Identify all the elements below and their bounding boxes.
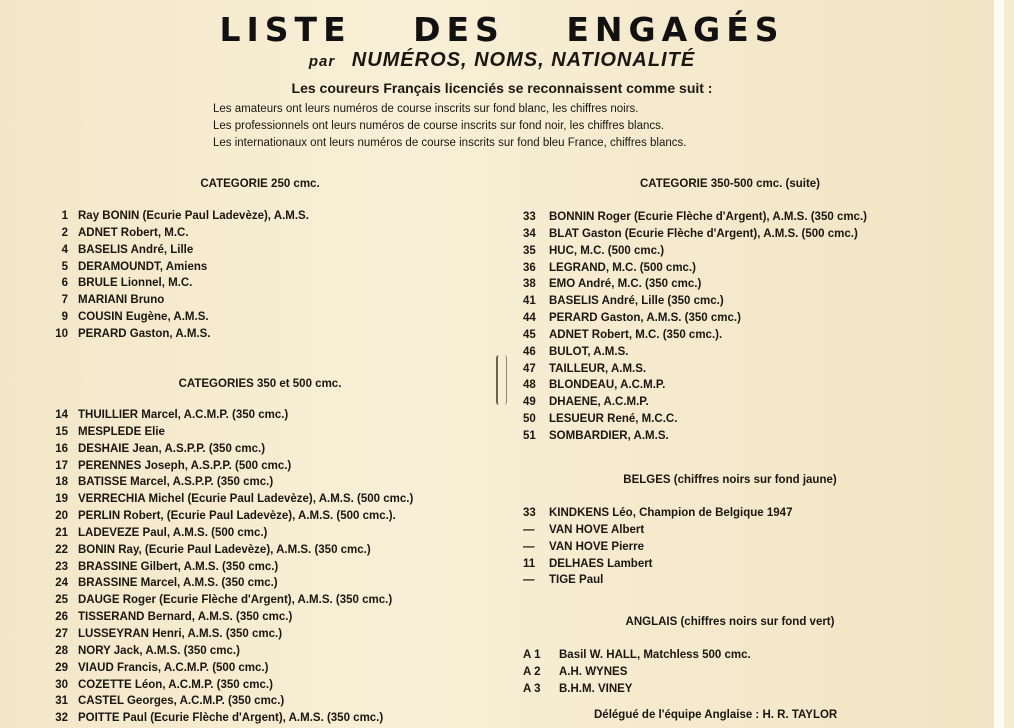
entrant-name: Ray BONIN (Ecurie Paul Ladevèze), A.M.S. [78, 210, 309, 222]
entrant-row [523, 310, 867, 327]
race-number: 38 [523, 278, 536, 291]
entrant-row [40, 275, 309, 292]
entrant-row [40, 626, 413, 643]
entrant-row [40, 643, 413, 660]
entrant-row [40, 208, 309, 225]
entrant-name: A.H. WYNES [559, 665, 628, 678]
race-number: 45 [523, 328, 536, 341]
entrant-name: ADNET Robert, M.C. [78, 226, 189, 239]
entrant-row [40, 424, 413, 441]
entrant-row [523, 276, 867, 293]
entrant-name: COUSIN Eugène, A.M.S. [78, 311, 209, 324]
race-number: 24 [55, 577, 68, 590]
entrant-row [40, 609, 413, 626]
entrant-row [40, 575, 413, 592]
entrant-row [523, 572, 792, 589]
entrant-row [40, 559, 413, 576]
entrant-name: PERARD Gaston, A.M.S. (350 cmc.) [549, 312, 741, 325]
entrant-name: BRASSINE Gilbert, A.M.S. (350 cmc.) [78, 560, 279, 573]
entrant-name: MESPLEDE Elie [78, 425, 165, 438]
entrant-name: BONNIN Roger (Ecurie Flèche d'Argent), A.M.S. (350 cmc.) [549, 211, 867, 223]
race-number: 29 [55, 661, 68, 674]
race-number: 33 [523, 211, 536, 223]
entrant-name: BONIN Ray, (Ecurie Paul Ladevèze), A.M.S. (350 cmc.) [78, 543, 371, 556]
entrant-name: SOMBARDIER, A.M.S. [549, 429, 669, 442]
race-number: — [523, 540, 535, 553]
race-number: 2 [61, 226, 68, 239]
entrant-name: LUSSEYRAN Henri, A.M.S. (350 cmc.) [78, 627, 283, 640]
entrant-row [523, 394, 867, 411]
race-number: 36 [523, 261, 536, 274]
rule-line: Les amateurs ont leurs numéros de course inscrits sur fond blanc, les chiffres noirs. [213, 103, 639, 115]
entrant-name: TAILLEUR, A.M.S. [549, 362, 647, 375]
entrant-name: B.H.M. VINEY [559, 682, 633, 695]
entrant-row [523, 209, 867, 226]
page-title [0, 10, 1004, 49]
entrant-name: TIGE Paul [549, 574, 604, 587]
race-number: 5 [61, 260, 68, 273]
title-word: ENGAGÉS [566, 10, 785, 49]
entrant-name: HUC, M.C. (500 cmc.) [549, 244, 665, 257]
entrant-row [40, 660, 413, 677]
entrant-name: VAN HOVE Albert [549, 523, 645, 536]
entrant-row [40, 292, 309, 309]
entrant-row [40, 542, 413, 559]
entrant-name: BLAT Gaston (Ecurie Flèche d'Argent), A.M.S. (500 cmc.) [549, 227, 858, 240]
rule-line: Les internationaux ont leurs numéros de course inscrits sur fond bleu France, chiffres blancs. [213, 137, 687, 149]
entrant-name: BASELIS André, Lille (350 cmc.) [549, 295, 724, 308]
list-anglais [523, 647, 751, 698]
race-number: A 3 [523, 682, 541, 695]
heading-cat250: CATEGORIE 250 cmc. [200, 178, 320, 190]
race-number: 11 [523, 557, 536, 570]
entrant-name: PERLIN Robert, (Ecurie Paul Ladevèze), A.M.S. (500 cmc.). [78, 510, 396, 523]
entrant-name: EMO André, M.C. (350 cmc.) [549, 278, 702, 291]
entrant-row [523, 556, 792, 573]
race-number: — [523, 523, 535, 536]
race-number: A 2 [523, 665, 541, 678]
heading-cat350-500: CATEGORIES 350 et 500 cmc. [178, 378, 342, 390]
entrant-name: LEGRAND, M.C. (500 cmc.) [549, 261, 696, 274]
entrant-row [523, 647, 751, 664]
race-number: 10 [55, 327, 68, 340]
entrant-name: CASTEL Georges, A.C.M.P. (350 cmc.) [78, 695, 285, 708]
heading-belges: BELGES (chiffres noirs sur fond jaune) [623, 474, 837, 486]
race-number: 28 [55, 644, 68, 657]
entrant-name: BULOT, A.M.S. [549, 345, 629, 358]
heading-cat350-500-suite: CATEGORIE 350-500 cmc. (suite) [639, 178, 820, 190]
race-number: 50 [523, 413, 536, 426]
entrant-row [40, 242, 309, 259]
entrant-name: DHAENE, A.C.M.P. [549, 396, 649, 409]
entrant-name: THUILLIER Marcel, A.C.M.P. (350 cmc.) [78, 409, 289, 421]
heading-anglais: ANGLAIS (chiffres noirs sur fond vert) [625, 616, 835, 628]
title-word: LISTE [219, 10, 352, 49]
race-number: 26 [55, 611, 68, 624]
entrant-name: BLONDEAU, A.C.M.P. [549, 379, 666, 392]
race-number: 27 [55, 627, 68, 640]
race-number: 51 [523, 429, 536, 442]
entrant-row [523, 428, 867, 445]
entrant-row [523, 260, 867, 277]
race-number: — [523, 574, 535, 587]
title-word: DES [413, 10, 505, 49]
entrant-row [523, 344, 867, 361]
entrant-row [523, 293, 867, 310]
entrant-row [40, 309, 309, 326]
race-number: 15 [55, 425, 68, 438]
entrant-row [523, 505, 792, 522]
race-number: 6 [61, 277, 68, 290]
entrant-name: VAN HOVE Pierre [549, 540, 645, 553]
race-number: 21 [55, 526, 68, 539]
entrant-row [523, 664, 751, 681]
race-number: 47 [523, 362, 536, 375]
race-number: 41 [523, 295, 536, 308]
entrant-name: BATISSE Marcel, A.S.P.P. (350 cmc.) [78, 476, 274, 489]
entrant-row [40, 677, 413, 694]
list-belges [523, 505, 792, 589]
entrant-row [40, 225, 309, 242]
race-number: 44 [523, 312, 536, 325]
race-number: 7 [61, 294, 68, 307]
subtitle-prefix: par [308, 53, 336, 70]
entrant-row [40, 491, 413, 508]
race-number: 35 [523, 244, 536, 257]
entrant-row [40, 326, 309, 343]
race-number: 23 [55, 560, 68, 573]
entrant-name: DAUGE Roger (Ecurie Flèche d'Argent), A.M.S. (350 cmc.) [78, 594, 393, 607]
entrant-row [40, 710, 413, 727]
entrant-name: COZETTE Léon, A.C.M.P. (350 cmc.) [78, 678, 273, 691]
entrant-row [40, 474, 413, 491]
race-number: 14 [55, 409, 68, 421]
subtitle-text: NUMÉROS, NOMS, NATIONALITÉ [351, 49, 696, 71]
entrant-row [40, 458, 413, 475]
entrant-name: VERRECHIA Michel (Ecurie Paul Ladevèze), A.M.S. (500 cmc.) [78, 493, 414, 506]
entrant-name: DELHAES Lambert [549, 557, 653, 570]
entrant-row [523, 539, 792, 556]
entrant-row [523, 361, 867, 378]
race-number: 4 [61, 243, 68, 256]
entrant-row [40, 441, 413, 458]
race-number: 19 [55, 493, 68, 506]
race-number: 46 [523, 345, 536, 358]
list-cat250 [40, 208, 309, 343]
entrant-name: PERENNES Joseph, A.S.P.P. (500 cmc.) [78, 459, 292, 472]
entrant-row [40, 508, 413, 525]
entrant-name: BRULE Lionnel, M.C. [78, 277, 193, 290]
race-number: 1 [61, 210, 68, 222]
race-number: 16 [55, 442, 68, 455]
entrant-row [523, 327, 867, 344]
race-number: 34 [523, 227, 536, 240]
entrant-name: BASELIS André, Lille [78, 243, 194, 256]
race-number: 48 [523, 379, 536, 392]
entrant-name: KINDKENS Léo, Champion de Belgique 1947 [549, 507, 793, 519]
lead-text: Les coureurs Français licenciés se reconnaissent comme suit : [291, 80, 713, 96]
race-number: 18 [55, 476, 68, 489]
list-cat350-500 [40, 407, 413, 727]
entrant-row [523, 377, 867, 394]
delegue-text: Délégué de l'équipe Anglaise : H. R. TAYLOR [594, 709, 838, 721]
race-number: 17 [55, 459, 68, 472]
entrant-name: PERARD Gaston, A.M.S. [78, 327, 211, 340]
entrant-name: NORY Jack, A.M.S. (350 cmc.) [78, 644, 240, 657]
rule-line: Les professionnels ont leurs numéros de course inscrits sur fond noir, les chiffres blancs. [213, 120, 665, 132]
race-number: A 1 [523, 649, 541, 661]
page-subtitle [0, 49, 1004, 72]
entrant-row [40, 259, 309, 276]
race-number: 30 [55, 678, 68, 691]
entrant-name: BRASSINE Marcel, A.M.S. (350 cmc.) [78, 577, 278, 590]
race-number: 33 [523, 507, 536, 519]
race-number: 32 [55, 712, 68, 725]
page-edge [994, 0, 1004, 728]
entrant-name: POITTE Paul (Ecurie Flèche d'Argent), A.M.S. (350 cmc.) [78, 712, 384, 725]
entrant-name: Basil W. HALL, Matchless 500 cmc. [559, 649, 751, 661]
entrant-name: LADEVEZE Paul, A.M.S. (500 cmc.) [78, 526, 268, 539]
race-number: 20 [55, 510, 68, 523]
entrant-row [523, 522, 792, 539]
race-number: 9 [61, 311, 68, 324]
race-number: 25 [55, 594, 68, 607]
race-number: 22 [55, 543, 68, 556]
entrant-row [523, 411, 867, 428]
list-cat350-500-suite [523, 209, 867, 445]
entrant-name: TISSERAND Bernard, A.M.S. (350 cmc.) [78, 611, 293, 624]
race-number: 49 [523, 396, 536, 409]
entrant-name: ADNET Robert, M.C. (350 cmc.). [549, 328, 723, 341]
race-number: 31 [55, 695, 68, 708]
binding-staple [496, 355, 507, 405]
entrant-name: MARIANI Bruno [78, 294, 165, 307]
entrant-row [523, 681, 751, 698]
entrant-name: VIAUD Francis, A.C.M.P. (500 cmc.) [78, 661, 269, 674]
entrant-row [40, 693, 413, 710]
license-rules [213, 101, 686, 152]
entrant-name: DERAMOUNDT, Amiens [78, 260, 208, 273]
entrant-row [40, 407, 413, 424]
entrant-name: LESUEUR René, M.C.C. [549, 413, 678, 426]
entrant-row [523, 243, 867, 260]
entrant-row [523, 226, 867, 243]
entrant-name: DESHAIE Jean, A.S.P.P. (350 cmc.) [78, 442, 266, 455]
entrant-row [40, 592, 413, 609]
entrant-row [40, 525, 413, 542]
